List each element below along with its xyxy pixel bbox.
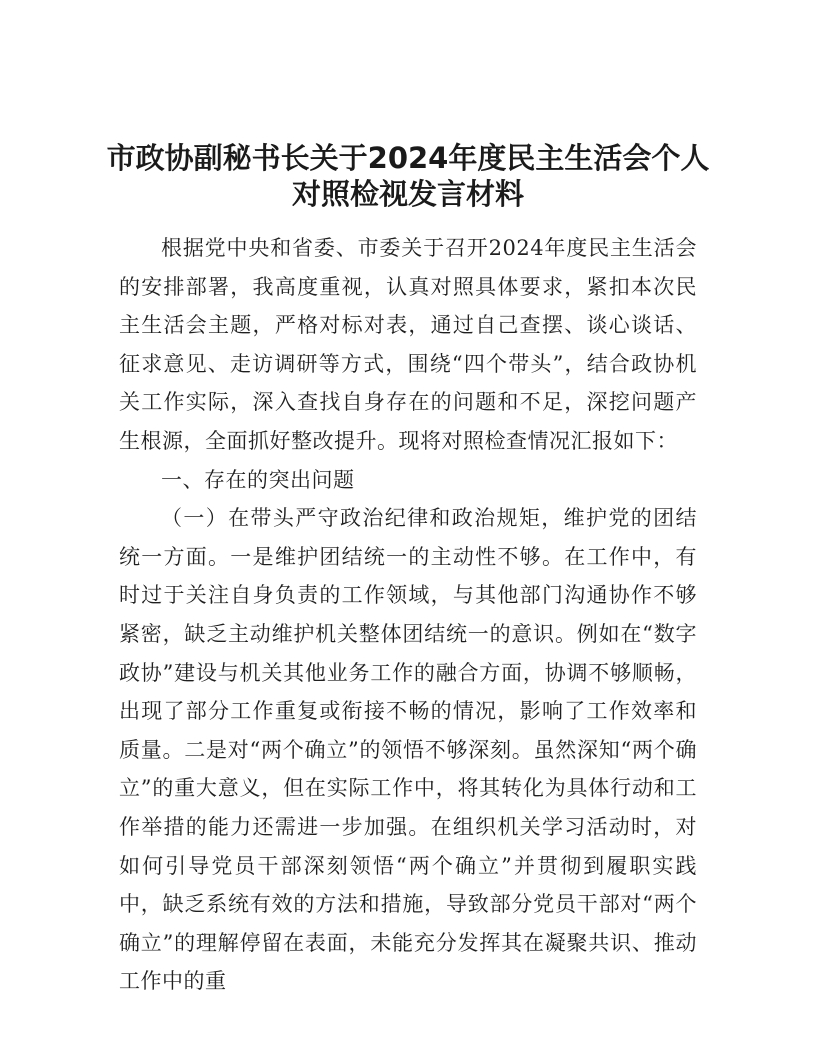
title-line-2: 对照检视发言材料 [291, 177, 524, 211]
document-body [119, 229, 697, 1001]
title-line-1: 市政协副秘书长关于2024年度民主生活会个人 [106, 141, 710, 175]
intro-paragraph: 根据党中央和省委、市委关于召开2024年度民主生活会的安排部署，我高度重视，认真对照具体要求，紧扣本次民主生活会主题，严格对标对表，通过自己查摆、谈心谈话、征求意见、走访调研等方式，围绕“四个带头”，结合政协机关工作实际，深入查找自身存在的问题和不足，深挖问题产生根源，全面抓好整改提升。现将对照检查情况汇报如下： [119, 236, 697, 453]
document-title [100, 140, 716, 212]
body-paragraph: （一）在带头严守政治纪律和政治规矩，维护党的团结统一方面。一是维护团结统一的主动性不够。在工作中，有时过于关注自身负责的工作领域，与其他部门沟通协作不够紧密，缺乏主动维护机关整体团结统一的意识。例如在“数字政协”建设与机关其他业务工作的融合方面，协调不够顺畅，出现了部分工作重复或衔接不畅的情况，影响了工作效率和质量。二是对“两个确立”的领悟不够深刻。虽然深知“两个确立”的重大意义，但在实际工作中，将其转化为具体行动和工作举措的能力还需进一步加强。在组织机关学习活动时，对如何引导党员干部深刻领悟“两个确立”并贯彻到履职实践中，缺乏系统有效的方法和措施，导致部分党员干部对“两个确立”的理解停留在表面，未能充分发挥其在凝聚共识、推动工作中的重 [119, 506, 697, 994]
section-heading: 一、存在的突出问题 [161, 467, 355, 492]
